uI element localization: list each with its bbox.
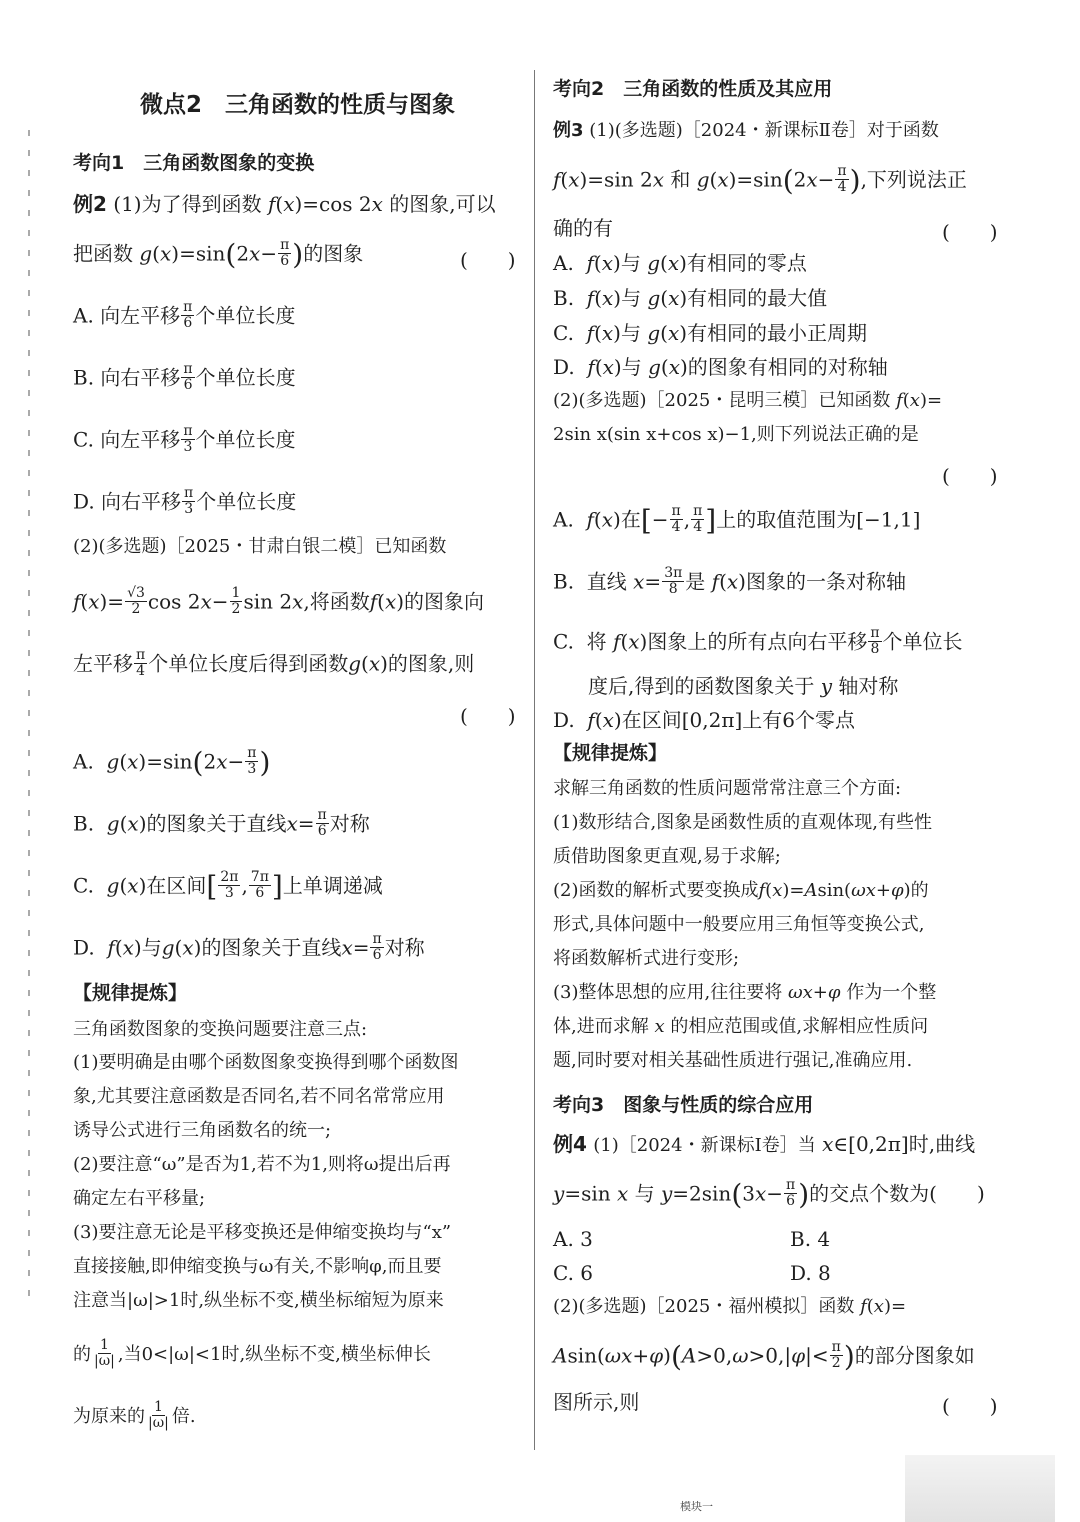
ex3-q2-line1: (2)(多选题)［2025・昆明三模］已知函数 f(x)=	[553, 390, 943, 411]
ex2-q1-line2: 把函数 g(x)=sin(2x− $\frac{\pi}{6}$ )的图象	[73, 237, 364, 272]
scan-corner-shadow	[905, 1455, 1055, 1522]
ex4-q2-line3: 图所示,则	[553, 1390, 640, 1414]
ex4-option-b: B. 4	[790, 1227, 831, 1251]
page-footer: 模块一	[680, 1500, 713, 1513]
rule-line: 的 $\frac{1}{|\omega|}$ ,当0<|ω|<1时,纵坐标不变,横坐标伸长	[73, 1337, 431, 1369]
rule-line: (3)整体思想的应用,往往要将 ωx+φ 作为一个整	[553, 982, 937, 1003]
rule-line: 形式,具体问题中一般要应用三角恒等变换公式,	[553, 914, 925, 935]
rule-line: 题,同时要对相关基础性质进行强记,准确应用.	[553, 1050, 913, 1071]
rule-line: (2)函数的解析式要变换成f(x)=Asin(ωx+φ)的	[553, 880, 929, 901]
section-heading-3: 考向3 图象与性质的综合应用	[553, 1094, 814, 1116]
ex2-q2-line2: f(x)= $\frac{√3}{2}$ cos 2x− $\frac{1}{2}$ sin 2x,将函数f(x)的图象向	[73, 585, 485, 617]
ex2-q1-option-c: C. 向左平移 $\frac{\pi}{3}$ 个单位长度	[73, 423, 296, 455]
ex2-q2-option-d: D. f(x)与g(x)的图象关于直线x= $\frac{\pi}{6}$ 对称	[73, 931, 425, 963]
ex3-q2-option-b: B. 直线 x= $\frac{3\pi}{8}$ 是 f(x)图象的一条对称轴	[553, 565, 906, 597]
ex2-q1-line1: 例2 (1)为了得到函数 f(x)=cos 2x 的图象,可以	[73, 192, 496, 216]
ex2-label: 例2	[73, 192, 107, 216]
rule-title-left: 【规律提炼】	[73, 982, 188, 1004]
answer-paren: ( )	[942, 220, 998, 244]
rule-line: 求解三角函数的性质问题常常注意三个方面:	[553, 778, 902, 799]
ex2-q2-option-c: C. g(x)在区间[ $\frac{2\pi}{3}$ , $\frac{7\pi}{6}$ ]上单调递减	[73, 869, 383, 904]
ex3-q1-line1: 例3 (1)(多选题)［2024・新课标Ⅱ卷］对于函数	[553, 120, 939, 141]
ex3-q1-option-c: C. f(x)与 g(x)有相同的最小正周期	[553, 321, 868, 345]
page-title: 微点2 三角函数的性质与图象	[140, 92, 456, 118]
rule-line: 注意当|ω|>1时,纵坐标不变,横坐标缩短为原来	[73, 1290, 444, 1311]
rule-line: 质借助图象更直观,易于求解;	[553, 846, 781, 867]
rule-line: 直接接触,即伸缩变换与ω有关,不影响φ,而且要	[73, 1256, 442, 1277]
ex4-q1-line2: y=sin x 与 y=2sin(3x− $\frac{\pi}{6}$ )的交点个数为( )	[553, 1177, 985, 1212]
section-heading-2: 考向2 三角函数的性质及其应用	[553, 78, 833, 100]
ex3-q1-option-d: D. f(x)与 g(x)的图象有相同的对称轴	[553, 355, 888, 379]
rule-line: 体,进而求解 x 的相应范围或值,求解相应性质问	[553, 1016, 929, 1037]
ex4-option-a: A. 3	[553, 1227, 593, 1251]
rule-line: 诱导公式进行三角函数名的统一;	[73, 1120, 332, 1141]
column-divider	[534, 70, 535, 1450]
ex2-q2-option-a: A. g(x)=sin(2x− $\frac{\pi}{3}$ )	[73, 745, 271, 780]
ex4-q2-line2: Asin(ωx+φ)(A>0,ω>0,|φ|< $\frac{\pi}{2}$ )的部分图象如	[553, 1339, 975, 1374]
rule-line: (3)要注意无论是平移变换还是伸缩变换均与“x”	[73, 1222, 452, 1243]
ex2-q1-option-b: B. 向右平移 $\frac{\pi}{6}$ 个单位长度	[73, 361, 296, 393]
section-heading-1: 考向1 三角函数图象的变换	[73, 152, 315, 174]
rule-line: 三角函数图象的变换问题要注意三点:	[73, 1019, 368, 1040]
ex2-q2-line1: (2)(多选题)［2025・甘肃白银二模］已知函数	[73, 536, 447, 557]
ex4-q1-line1: 例4 (1)［2024・新课标Ⅰ卷］当 x∈[0,2π]时,曲线	[553, 1132, 976, 1156]
ex3-q1-line2: f(x)=sin 2x 和 g(x)=sin(2x− $\frac{\pi}{4}$ ),下列说法正	[553, 163, 967, 198]
ex3-q2-option-c: C. 将 f(x)图象上的所有点向右平移 $\frac{\pi}{8}$ 个单位长	[553, 625, 963, 657]
rule-title-right: 【规律提炼】	[553, 742, 668, 764]
ex3-q2-option-a: A. f(x)在[− $\frac{\pi}{4}$ , $\frac{\pi}{4}$ ]上的取值范围为[−1,1]	[553, 503, 921, 538]
ex3-q2-line2: 2sin x(sin x+cos x)−1,则下列说法正确的是	[553, 424, 919, 445]
rule-line: 为原来的 $\frac{1}{|\omega|}$ 倍.	[73, 1399, 196, 1431]
ex2-q2-option-b: B. g(x)的图象关于直线x= $\frac{\pi}{6}$ 对称	[73, 807, 370, 839]
answer-paren: ( )	[942, 464, 998, 488]
ex3-q2-option-c-cont: 度后,得到的函数图象关于 y 轴对称	[588, 674, 899, 698]
ex2-q1-option-a: A. 向左平移 $\frac{\pi}{6}$ 个单位长度	[73, 299, 296, 331]
ex4-q2-line1: (2)(多选题)［2025・福州模拟］函数 f(x)=	[553, 1296, 907, 1317]
rule-line: 确定左右平移量;	[73, 1188, 206, 1209]
ex3-q2-option-d: D. f(x)在区间[0,2π]上有6个零点	[553, 708, 855, 732]
rule-line: (2)要注意“ω”是否为1,若不为1,则将ω提出后再	[73, 1154, 451, 1175]
ex3-q1-option-a: A. f(x)与 g(x)有相同的零点	[553, 251, 807, 275]
answer-paren: ( )	[460, 704, 516, 728]
ex2-q2-line3: 左平移 $\frac{\pi}{4}$ 个单位长度后得到函数g(x)的图象,则	[73, 647, 475, 679]
scan-binding-edge	[28, 130, 30, 1310]
ex3-q1-line3: 确的有	[553, 216, 613, 240]
answer-paren: ( )	[942, 1394, 998, 1418]
rule-line: (1)数形结合,图象是函数性质的直观体现,有些性	[553, 812, 932, 833]
ex2-q1-option-d: D. 向右平移 $\frac{\pi}{3}$ 个单位长度	[73, 485, 297, 517]
ex4-option-d: D. 8	[790, 1261, 831, 1285]
rule-line: 将函数解析式进行变形;	[553, 948, 740, 969]
rule-line: 象,尤其要注意函数是否同名,若不同名常常应用	[73, 1086, 445, 1107]
answer-paren: ( )	[460, 248, 516, 272]
rule-line: (1)要明确是由哪个函数图象变换得到哪个函数图	[73, 1052, 459, 1073]
ex4-option-c: C. 6	[553, 1261, 594, 1285]
ex3-q1-option-b: B. f(x)与 g(x)有相同的最大值	[553, 286, 828, 310]
